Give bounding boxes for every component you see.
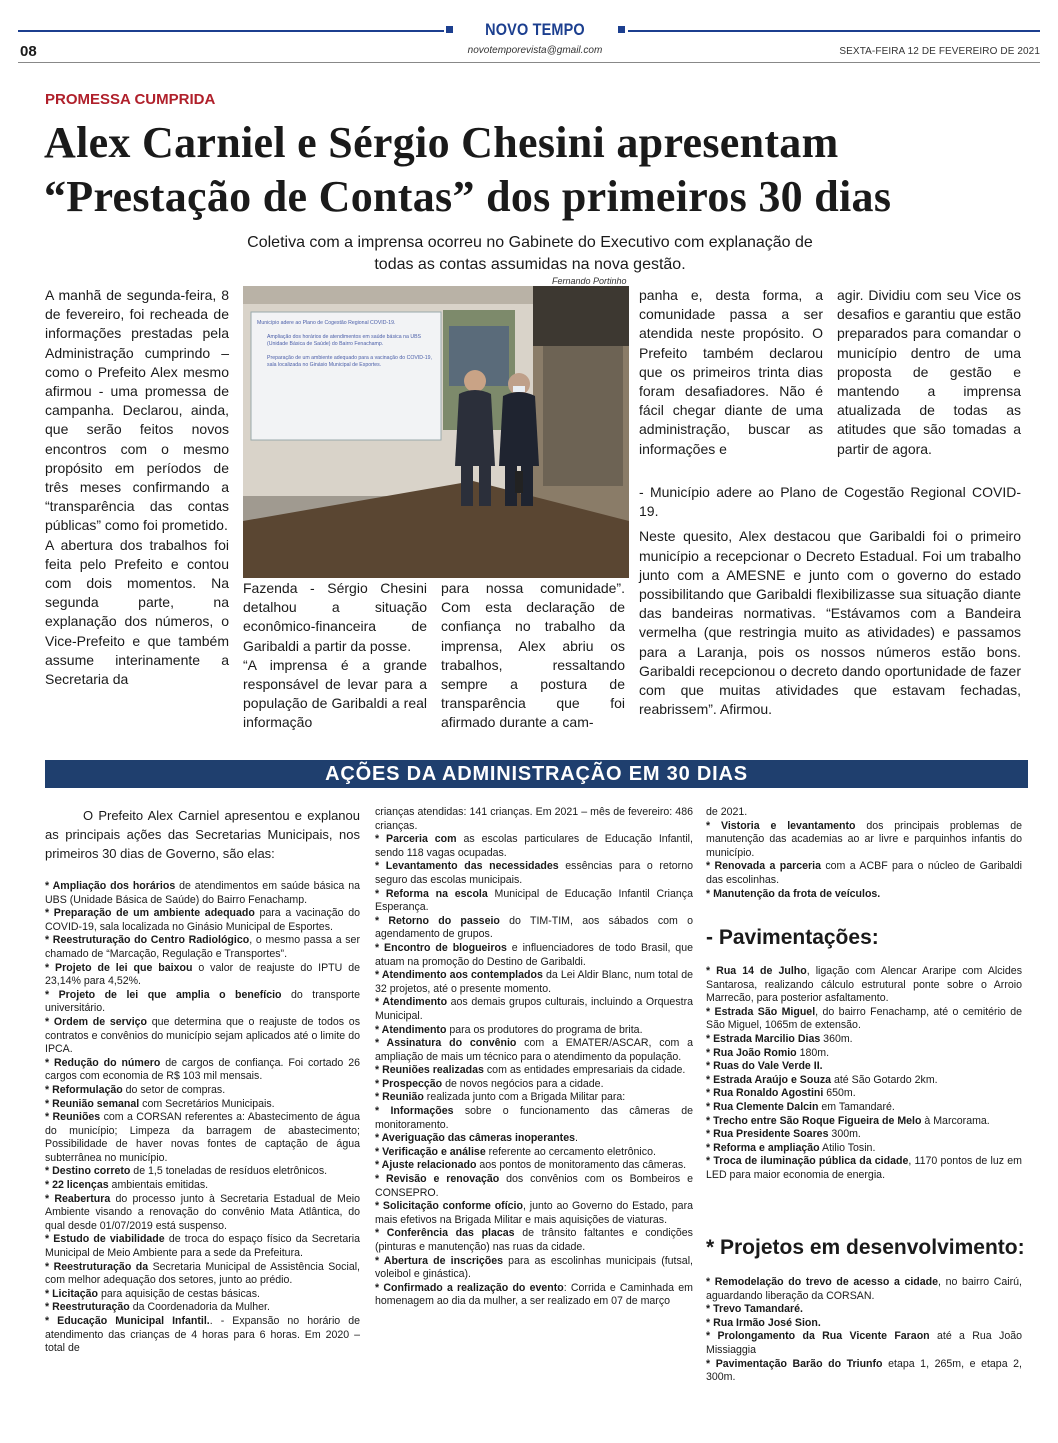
action-item [45, 989, 360, 1016]
action-item [45, 1016, 360, 1057]
action-item [375, 860, 693, 887]
action-item-lead: * Manutenção da frota de veículos. [706, 887, 881, 900]
action-item-lead: * Rua Presidente Soares [706, 1128, 829, 1141]
action-item-lead: * Encontro de blogueiros [375, 941, 507, 954]
action-item [45, 1315, 360, 1356]
action-item-text: para os produtores do programa de brita. [446, 1023, 643, 1036]
action-item [375, 1200, 693, 1227]
action-item-text: para as escolinhas municipais (futsal, voleibol e ginástica). [375, 1254, 693, 1281]
action-item [706, 1330, 1022, 1357]
action-item-text: da Coordenadoria da Mulher. [129, 1301, 270, 1314]
action-item-lead: * Rua 14 de Julho [706, 965, 807, 977]
action-item-text: 300m. [828, 1128, 861, 1141]
action-item-text: dos principais problemas de manutenção das academias ao ar livre e parquinhos infantis do município. [706, 819, 1022, 859]
action-item-text: as escolas particulares de Educação Infantil, sendo 118 vagas ocupadas. [375, 833, 693, 859]
action-item-lead: * Prospecção [375, 1077, 443, 1090]
actions-list-column-3 [706, 806, 1022, 901]
section-intro: O Prefeito Alex Carniel apresentou e explanou as principais ações das Secretarias Municipais, nos primeiros 30 dias de Governo, são elas: [45, 808, 360, 861]
action-item-lead: * Ajuste relacionado [375, 1159, 477, 1172]
paving-list [706, 965, 1022, 1183]
action-item-text: de 1,5 toneladas de resíduos eletrônicos. [130, 1165, 328, 1178]
action-item-lead: * Verificação e análise [375, 1145, 486, 1158]
action-item [45, 907, 360, 934]
action-item-text: à Marcorama. [921, 1114, 990, 1127]
action-item [45, 1193, 360, 1234]
action-item-lead: * Remodelação do trevo de acesso a cidade [706, 1276, 939, 1288]
action-item [45, 1179, 360, 1193]
action-item-text: de troca do espaço físico da Secretaria Municipal de Meio Ambiente para a sede da Prefeitura. [45, 1233, 360, 1260]
action-item-text: em Tamandaré. [818, 1100, 895, 1113]
action-item-text: com a EMATER/ASCAR, com a ampliação de mais um técnico para o atendimento da população. [375, 1037, 693, 1063]
masthead: NOVO TEMPO [485, 20, 585, 39]
action-item-text: do transporte universitário. [45, 988, 361, 1015]
action-item [706, 820, 1022, 861]
action-item [45, 1111, 360, 1165]
action-item-text: 650m. [823, 1087, 856, 1100]
action-item-text: até São Gotardo 2km. [831, 1073, 938, 1086]
action-item [375, 1173, 693, 1200]
action-item-lead: * Parceria com [375, 833, 457, 846]
action-item-lead: * Assinatura do convênio [375, 1037, 517, 1050]
action-item-lead: * Estrada Marcilio Dias [706, 1032, 821, 1045]
action-item-lead: * 22 licenças [45, 1179, 109, 1192]
action-item-lead: * Reforma na escola [375, 887, 488, 900]
action-item-lead: * Reestruturação da [45, 1260, 149, 1273]
action-item-lead: * Reestruturação do Centro Radiológico [45, 934, 250, 947]
action-item [375, 1255, 693, 1282]
action-item-text: , 1170 pontos de luz em LED para maior economia de energia. [706, 1155, 1022, 1181]
action-item-lead: * Informações [375, 1105, 454, 1118]
action-item-lead: * Trevo Tamandaré. [706, 1303, 803, 1316]
action-item-text: com as entidades empresariais da cidade. [483, 1064, 686, 1077]
action-item-text: essências para o retorno seguro das escolas municipais. [375, 860, 693, 886]
article-wide-column [639, 483, 1021, 719]
action-item-text: do setor de compras. [122, 1083, 226, 1096]
action-item [706, 1115, 1022, 1129]
action-item [706, 1358, 1022, 1385]
action-item [375, 833, 693, 860]
action-item-lead: * Reuniões [45, 1111, 101, 1124]
action-item-lead: * Destino correto [45, 1165, 131, 1178]
action-item [706, 1317, 1022, 1331]
action-item [706, 1033, 1022, 1047]
email: novotemporevista@gmail.com [467, 45, 603, 56]
press-conference-photo [243, 286, 629, 578]
action-item-text: da Lei Aldir Blanc, num total de 32 projetos, até o presente momento. [375, 969, 693, 995]
action-item [375, 942, 693, 969]
action-item-lead: * Rua Ronaldo Agostini [706, 1087, 824, 1100]
action-item-text: até a Rua João Missiaggia [706, 1330, 1022, 1356]
action-item-text: com a CORSAN referentes a: Abastecimento de água do município; Limpeza da barragem de abastecimento; Possibilidade de haver novas fontes de captação de água subterrânea no município. [45, 1111, 360, 1164]
action-item [375, 1146, 693, 1160]
action-item [706, 1303, 1022, 1317]
action-item [375, 1105, 693, 1132]
slide-text [257, 320, 435, 368]
action-item-text: aos demais grupos culturais, incluindo a Orquestra Municipal. [375, 996, 693, 1022]
action-item-text: , junto ao Governo do Estado, para mais efetivos na Brigada Militar e mais aquisições de viaturas. [375, 1200, 693, 1226]
subtitle-line-2: todas as contas assumidas na nova gestão. [374, 256, 686, 273]
action-item-text: de 2021. [706, 806, 748, 818]
actions-list-column-2 [375, 806, 693, 1309]
page-number: 08 [20, 43, 37, 60]
header-rule-left [18, 30, 444, 32]
action-item-text: etapa 1, 265m, e etapa 2, 300m. [706, 1357, 1022, 1384]
photo-credit: Fernando Portinho [552, 276, 627, 286]
column-3-bottom-paragraph: para nossa comunidade”. Com esta declaração de confiança no trabalho da imprensa, Alex abriu os trabalhos, ressaltando sempre a postura de transparência que foi afirmado durante a cam- [441, 580, 625, 731]
action-item-text: de cargos de confiança. Foi cortado 26 cargos com economia de R$ 103 mil mensais. [45, 1056, 360, 1083]
action-item-lead: * Conferência das placas [375, 1227, 515, 1240]
action-item-lead: * Vistoria e levantamento [706, 819, 856, 832]
wide-paragraph-2: Neste quesito, Alex destacou que Garibaldi foi o primeiro município a recepcionar o Decreto Estadual. Foi um trabalho junto com a AMESNE e junto com o governo do estado possibilitando que Garibaldi flexibilizasse sua situação diante das bandeiras normativas. “Estávamos com a Bandeira vermelha (que restringia muito as atividades) e passamos para a Laranja, pois os nossos números estão bons. Garibaldi recepcionou o decreto dando oportunidade de fazer com que muitas atividades que estavam fechadas, reabrissem”. Afirmou. [639, 528, 1021, 718]
column-1-paragraph-2: A abertura dos trabalhos foi feita pelo Prefeito e contou com dois momentos. Na segunda parte, na explanação dos números, o Vice-Prefeito e que também assume interinamente a Secretaria da [45, 536, 229, 688]
action-item-lead: * Ordem de serviço [45, 1015, 148, 1028]
action-item-lead: * Ampliação dos horários [45, 880, 176, 892]
article-column-3-top [639, 286, 823, 459]
action-item [706, 1074, 1022, 1088]
article-column-4 [837, 286, 1021, 459]
action-item [45, 1261, 360, 1288]
action-item-text: para a vacinação do COVID-19, sala localizada no Ginásio Municipal de Esportes. [45, 907, 360, 933]
actions-list-column-1 [45, 880, 360, 1356]
action-item-text: ambientais emitidas. [108, 1179, 209, 1192]
action-item-text: para aquisição de cestas básicas. [98, 1287, 260, 1300]
action-item-text: aos pontos de monitoramento das câmeras. [476, 1159, 687, 1172]
wide-paragraph-1: - Município adere ao Plano de Cogestão Regional COVID-19. [639, 484, 1021, 520]
action-item-text: . - Expansão no horário de atendimento das crianças de 4 horas para 6 horas. Em 2020 – total de [45, 1315, 360, 1355]
column-4-paragraph: agir. Dividiu com seu Vice os desafios e garantiu que estão preparados para comandar o município dentro de uma proposta de gestão e mantendo a imprensa atualizada de todas as atitudes que são tomadas a partir de agora. [837, 287, 1021, 457]
issue-date: SEXTA-FEIRA 12 DE FEVEREIRO DE 2021 [839, 46, 1040, 57]
action-item [375, 1024, 693, 1038]
header-rule-right [628, 30, 1040, 32]
action-item-lead: * Prolongamento da Rua Vicente Faraon [706, 1330, 930, 1343]
projects-title: * Projetos em desenvolvimento: [706, 1236, 1025, 1259]
action-item-lead: * Projeto de lei que amplia o benefício [45, 988, 282, 1001]
header-square-left [446, 26, 453, 33]
action-item-lead: * Abertura de inscrições [375, 1254, 504, 1267]
action-item-lead: * Renovada a parceria [706, 860, 821, 873]
action-item-lead: * Rua Clemente Dalcin [706, 1100, 819, 1113]
action-item [45, 1098, 360, 1112]
slide-item-2: Preparação de um ambiente adequado para a vacinação do COVID-19, sala localizada no Ginásio Municipal de Esportes. [267, 355, 432, 368]
column-2-paragraph-1: Fazenda - Sérgio Chesini detalhou a situação econômico-financeira de Garibaldi a partir da posse. [243, 580, 427, 654]
action-item-text: 360m. [820, 1032, 853, 1045]
action-item [375, 1037, 693, 1064]
action-item [375, 1132, 693, 1146]
action-item-text: com a ACBF para o núcleo de Garibaldi das escolinhas. [706, 860, 1022, 886]
action-item-lead: * Educação Municipal Infantil. [45, 1315, 210, 1327]
action-item-lead: * Trecho entre São Roque Figueira de Melo [706, 1114, 922, 1127]
action-item-lead: * Atendimento [375, 996, 448, 1009]
action-item [375, 1078, 693, 1092]
action-item-text: Municipal de Educação Infantil Criança Esperança. [375, 887, 693, 914]
action-item [706, 860, 1022, 887]
action-item-text: de atendimentos em saúde básica na UBS (Unidade Básica de Saúde) do Bairro Fenachamp. [45, 880, 360, 906]
action-item [45, 1233, 360, 1260]
action-item-lead: * Troca de iluminação pública da cidade [706, 1155, 909, 1168]
header-square-right [618, 26, 625, 33]
action-item-text: , o mesmo passa a ser chamado de “Marcação, Regulação e Transportes”. [45, 934, 360, 960]
section-title-bar: AÇÕES DA ADMINISTRAÇÃO EM 30 DIAS [45, 760, 1028, 788]
action-item [45, 962, 360, 989]
action-item [706, 1047, 1022, 1061]
action-item-text: Secretaria Municipal de Assistência Social, com melhor adequação dos setores, junto ao prédio. [45, 1260, 361, 1287]
action-item [706, 1155, 1022, 1182]
action-item-text: e influenciadores de todo Brasil, que atuam na promoção do Destino de Garibaldi. [375, 941, 693, 968]
subtitle-line-1: Coletiva com a imprensa ocorreu no Gabinete do Executivo com explanação de [247, 234, 813, 251]
article-column-2 [243, 579, 427, 733]
subtitle [180, 232, 880, 276]
action-item-lead: * Estudo de viabilidade [45, 1233, 165, 1246]
kicker: PROMESSA CUMPRIDA [45, 91, 216, 108]
action-item-lead: * Revisão e renovação [375, 1173, 500, 1186]
action-item [706, 806, 1022, 820]
action-item [45, 1288, 360, 1302]
action-item-text: Atilio Tosin. [819, 1141, 876, 1154]
action-item-text: sobre o funcionamento das câmeras de monitoramento. [375, 1105, 693, 1131]
action-item [375, 1064, 693, 1078]
action-item-text: do TIM-TIM, aos sábados com o agendamento de grupos. [375, 914, 693, 941]
action-item-text: de novos negócios para a cidade. [442, 1077, 604, 1090]
slide-title: Município adere ao Plano de Cogestão Regional COVID-19. [257, 320, 396, 326]
action-item [706, 888, 1022, 902]
column-3-top-paragraph: panha e, desta forma, a comunidade passa a ser atendida neste propósito. O Prefeito também declarou que os primeiros trinta dias foram desafiadores. Não é fácil chegar diante de uma administração, buscar as informações e [639, 287, 823, 457]
headline-line-1: Alex Carniel e Sérgio Chesini apresentam [44, 118, 839, 167]
projects-list [706, 1276, 1022, 1385]
article-column-3-bottom [441, 579, 625, 733]
action-item-lead: * Reunião [375, 1091, 424, 1104]
action-item-text: dos convênios com os Bombeiros e CONSEPRO. [375, 1173, 693, 1199]
action-item-text: de trânsito faltantes e condições (pinturas e manutenção) nas ruas da cidade. [375, 1227, 693, 1253]
action-item [45, 1301, 360, 1315]
action-item [706, 1101, 1022, 1115]
action-item [375, 1227, 693, 1254]
action-item [375, 1159, 693, 1173]
action-item-lead: * Retorno do passeio [375, 914, 500, 927]
action-item-lead: * Reuniões realizadas [375, 1064, 484, 1077]
header-divider [18, 62, 1040, 63]
headline-line-2: “Prestação de Contas” dos primeiros 30 dias [44, 172, 892, 221]
action-item-lead: * Solicitação conforme ofício [375, 1200, 523, 1213]
action-item [375, 1282, 693, 1309]
action-item [706, 1276, 1022, 1303]
action-item [375, 888, 693, 915]
article-column-1 [45, 286, 229, 689]
action-item-text: : Corrida e Caminhada em homenagem ao dia da mulher, a ser realizado em 07 de março [375, 1281, 693, 1308]
action-item-text: . [575, 1132, 578, 1145]
action-item-text: realizada junto com a Brigada Militar para: [423, 1091, 626, 1104]
action-item-lead: * Pavimentação Barão do Triunfo [706, 1357, 883, 1370]
action-item-text: que determina que o reajuste de todos os contratos e convênios do município sejam aplicados até o limite do IPCA. [45, 1015, 360, 1056]
action-item-lead: * Reestruturação [45, 1301, 130, 1314]
action-item-text: o valor de reajuste do IPTU de 23,14% para 4,52%. [45, 961, 360, 988]
action-item-text: do processo junto à Secretaria Estadual de Meio Ambiente visando a renovação do convênio Mata Atlântica, do qual desde 01/07/2019 está suspenso. [45, 1192, 361, 1232]
action-item-lead: * Confirmado a realização do evento [375, 1281, 564, 1294]
paving-title: - Pavimentações: [706, 926, 879, 949]
action-item-text: referente ao cercamento eletrônico. [485, 1145, 656, 1158]
action-item [45, 1165, 360, 1179]
action-item-lead: * Preparação de um ambiente adequado [45, 907, 255, 920]
action-item [375, 806, 693, 833]
action-item-lead: * Estrada Araújo e Souza [706, 1073, 832, 1086]
action-item-text: , no bairro Cairú, aguardando liberação da CORSAN. [706, 1276, 1022, 1302]
action-item-lead: * Averiguação das câmeras inoperantes [375, 1132, 575, 1145]
column-1-paragraph-1: A manhã de segunda-feira, 8 de fevereiro, foi recheada de informações prestadas pela Administração cumprindo – como o Prefeito Alex mesmo afirmou - uma promessa de campanha. Declarou, ainda, que serão feitos novos encontros com o mesmo propósito em períodos de três meses confirmando a “transparência das contas públicas” como foi prometido. [45, 287, 229, 534]
column-2-paragraph-2: “A imprensa é a grande responsável de levar para a população de Garibaldi a real informação [243, 656, 427, 731]
action-item-lead: * Levantamento das necessidades [375, 860, 559, 873]
action-item-lead: * Licitação [45, 1287, 98, 1300]
action-item-lead: * Reformulação [45, 1083, 123, 1096]
action-item [706, 1006, 1022, 1033]
action-item-lead: * Rua João Romio [706, 1046, 797, 1059]
slide-item-1: Ampliação dos horários de atendimentos em saúde básica na UBS (Unidade Básica de Saúde) do Bairro Fenachamp. [267, 334, 421, 347]
action-item [706, 1128, 1022, 1142]
action-item-text: 180m. [796, 1046, 830, 1059]
action-item-lead: * Ruas do Vale Verde II. [706, 1060, 823, 1073]
action-item [706, 1142, 1022, 1156]
headline [44, 116, 1024, 224]
action-item [45, 1084, 360, 1098]
action-item-lead: * Atendimento aos contemplados [375, 969, 543, 982]
action-item [706, 1060, 1022, 1074]
action-item [706, 1087, 1022, 1101]
action-item-text: crianças atendidas: 141 crianças. Em 2021 – mês de fevereiro: 486 crianças. [375, 806, 693, 832]
action-item [45, 880, 360, 907]
action-item-text: com Secretários Municipais. [139, 1097, 275, 1110]
action-item [45, 1057, 360, 1084]
action-item-lead: * Reabertura [45, 1192, 111, 1205]
action-item-lead: * Rua Irmão José Sion. [706, 1316, 821, 1329]
action-item [375, 1091, 693, 1105]
action-item [706, 965, 1022, 1006]
action-item-text: , ligação com Alencar Araripe com Alcides Santarosa, realizando cálculo estrutural ponte sobre o Arroio Marrecão, para posterior asfaltamento. [706, 965, 1022, 1005]
action-item [375, 969, 693, 996]
action-item [375, 996, 693, 1023]
action-item-lead: * Reforma e ampliação [706, 1141, 820, 1154]
action-item-text: , do bairro Fenachamp, até o cemitério de São Miguel, 1065m de extensão. [706, 1005, 1022, 1032]
action-item-lead: * Projeto de lei que baixou [45, 961, 193, 974]
action-item-lead: * Redução do número [45, 1056, 161, 1069]
action-item-lead: * Atendimento [375, 1023, 447, 1036]
action-item-lead: * Reunião semanal [45, 1097, 140, 1110]
action-item [375, 915, 693, 942]
action-item [45, 934, 360, 961]
action-item-lead: * Estrada São Miguel [706, 1005, 816, 1018]
